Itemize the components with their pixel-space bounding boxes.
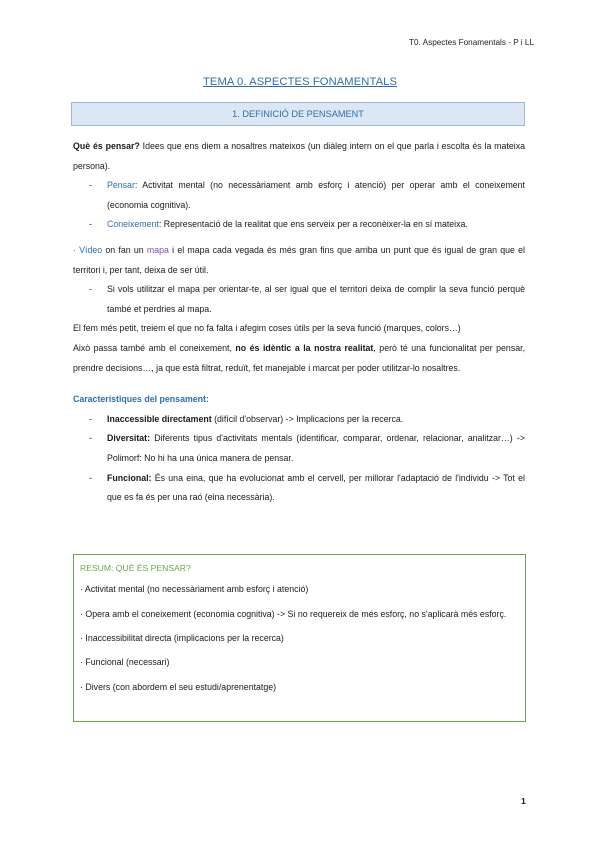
characteristic-term: Inaccessible directament <box>107 413 212 424</box>
video-paragraph <box>73 241 525 280</box>
characteristic-text: És una eina, que ha evolucionat amb el cervell, per millorar l'adaptació de l'individu -> Tot el que es fa és per una raó (eina necessària). <box>107 472 525 503</box>
definition-term: Coneixement <box>107 219 159 230</box>
summary-item: · Opera amb el coneixement (economia cognitiva) -> Si no requereix de més esforç, no s'aplicarà més esforç. <box>80 608 507 619</box>
summary-item: · Funcional (necessari) <box>80 657 170 668</box>
video-text-2: i el mapa cada vegada és més gran fins que arriba un punt que és igual de gran que el territori i, per tant, deixa de ser útil. <box>73 244 526 275</box>
section-heading-box <box>71 102 525 126</box>
main-content <box>73 137 525 508</box>
summary-item: · Divers (con abordem el seu estudi/aprenentatge) <box>80 681 277 692</box>
characteristic-item <box>73 429 525 468</box>
bullet-dash: - <box>89 413 92 424</box>
paragraph-1: El fem més petit, treiem el que no fa falta i afegim coses útils per la seva funció (marques, colors…) <box>73 323 461 334</box>
paragraph-2-bold: no és idèntic a la nostra realitat <box>235 342 374 353</box>
summary-item: · Inaccessibilitat directa (implicacions per la recerca) <box>80 632 284 643</box>
intro-text: Idees que ens diem a nosaltres mateixos (un diàleg intern on el que parla i escolta és la mateixa persona). <box>73 141 525 171</box>
video-label: · Vídeo <box>73 244 103 255</box>
definition-text: : Representació de la realitat que ens serveix per a reconèixer-la en sí mateixa. <box>158 219 468 230</box>
definition-item <box>73 176 525 215</box>
definition-term: Pensar <box>107 180 135 191</box>
video-bullet-text: Si vols utilitzar el mapa per orientar-te, al ser igual que el territori deixa de complir la seva funció perquè també et perdries al mapa. <box>107 284 525 314</box>
summary-item: · Activitat mental (no necessàriament amb esforç i atenció) <box>80 584 309 594</box>
definition-text: : Activitat mental (no necessàriament amb esforç i atenció) per operar amb el coneixement (economia cognitiva). <box>107 180 525 210</box>
section-heading: 1. DEFINICIÓ DE PENSAMENT <box>232 109 364 119</box>
bullet-dash: - <box>89 472 92 483</box>
video-bullet <box>73 280 525 319</box>
page-number: 1 <box>521 796 526 806</box>
running-header: T0. Aspectes Fonamentals - P i LL <box>409 38 534 47</box>
characteristic-item <box>73 469 525 508</box>
characteristic-text: (difícil d'observar) -> Implicacions per la recerca. <box>211 413 404 424</box>
bullet-dash: - <box>89 180 92 191</box>
page-title: TEMA 0. ASPECTES FONAMENTALS <box>202 76 398 88</box>
characteristic-text: Diferents tipus d'activitats mentals (identificar, comparar, ordenar, relacionar, analitzar…) -> Polimorf: No hi ha una única manera de pensar. <box>107 433 525 463</box>
characteristic-term: Funcional: <box>107 472 152 483</box>
intro-question: Què és pensar? <box>73 141 140 151</box>
characteristics-heading: Característiques del pensament: <box>73 394 209 405</box>
paragraph-2: Això passa també amb el coneixement, no és idèntic a la nostra realitat, però té una funcionalitat per pensar, prendre decisions…, ja que està filtrat, reduït, fet manejable i marcat per poder utilitzar-lo nosaltres. <box>73 342 526 373</box>
bullet-dash: - <box>89 219 92 230</box>
mapa-word: mapa <box>146 244 169 255</box>
definition-item <box>73 215 525 235</box>
bullet-dash: - <box>89 284 92 295</box>
intro-paragraph <box>73 137 525 176</box>
characteristic-term: Diversitat: <box>107 433 151 444</box>
characteristic-item <box>73 410 525 430</box>
summary-box <box>73 554 526 722</box>
video-text-1: on fan un <box>102 244 147 255</box>
summary-title: RESUM: QUÈ ÉS PENSAR? <box>80 563 191 573</box>
bullet-dash: - <box>89 433 92 444</box>
